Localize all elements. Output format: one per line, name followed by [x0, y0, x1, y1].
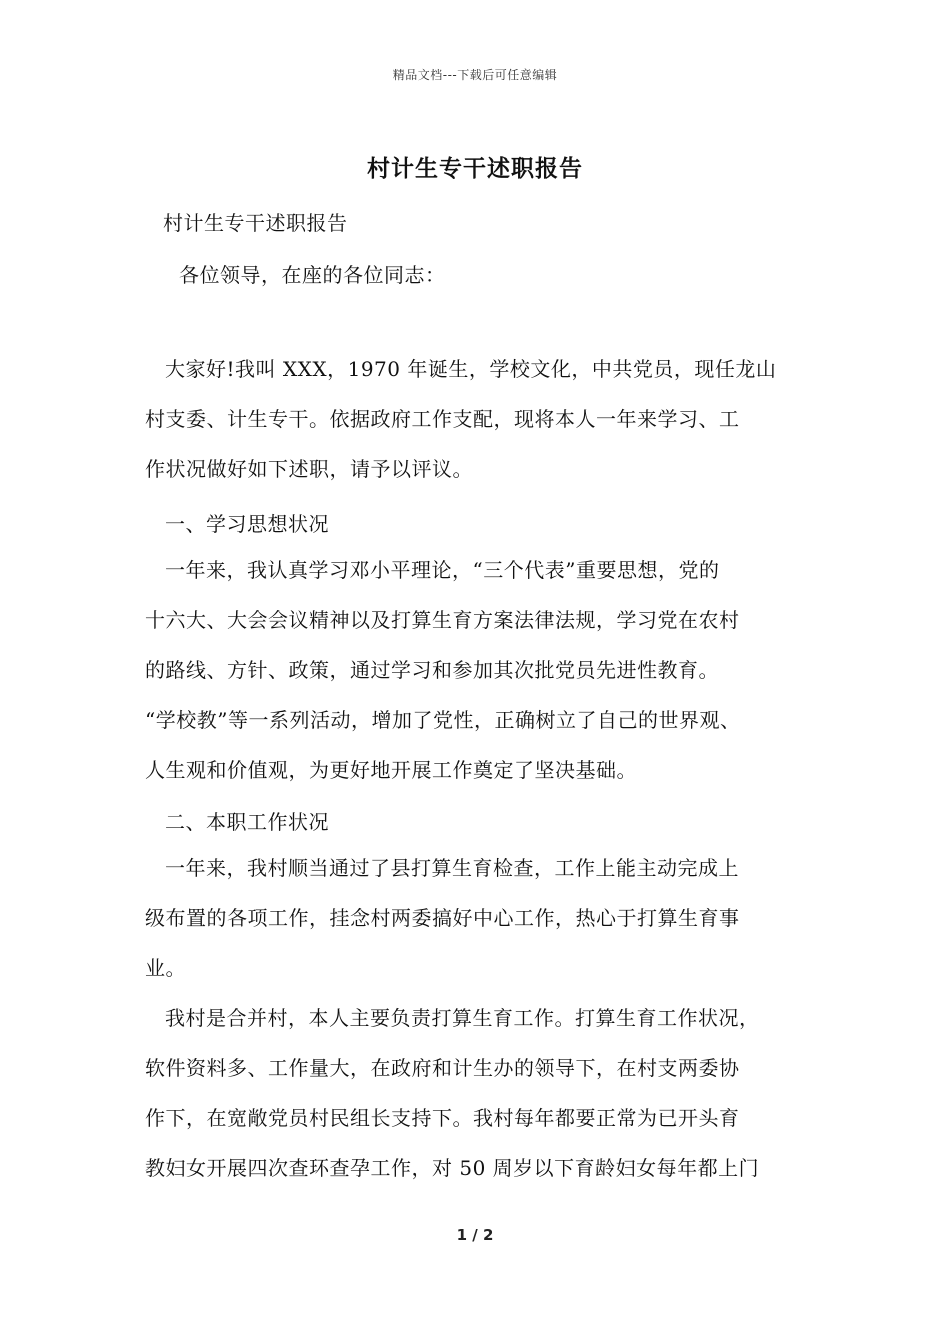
paragraph-line: “学校教”等一系列活动，增加了党性，正确树立了自己的世界观、 [145, 708, 741, 732]
paragraph-line: 我村是合并村，本人主要负责打算生育工作。打算生育工作状况， [165, 1006, 760, 1030]
paragraph-line: 作状况做好如下述职，请予以评议。 [145, 457, 473, 481]
paragraph-line: 一年来，我认真学习邓小平理论，“三个代表”重要思想，党的 [165, 558, 720, 582]
paragraph-line: 教妇女开展四次查环查孕工作，对 50 周岁以下育龄妇女每年都上门 [145, 1156, 760, 1180]
family-planning-paragraph [145, 993, 823, 1193]
section-heading-work: 二、本职工作状况 [165, 810, 329, 834]
paragraph-line: 十六大、大会会议精神以及打算生育方案法律法规，学习党在农村 [145, 608, 740, 632]
paragraph-line: 作下，在宽敞党员村民组长支持下。我村每年都要正常为已开头育 [145, 1106, 740, 1130]
page-header: 精品文档---下载后可任意编辑 [392, 68, 558, 82]
paragraph-line: 业。 [145, 956, 186, 980]
paragraph-line: 级布置的各项工作，挂念村两委搞好中心工作，热心于打算生育事 [145, 906, 740, 930]
paragraph-line: 大家好!我叫 XXX，1970 年诞生，学校文化，中共党员，现任龙山 [165, 357, 777, 381]
document-subtitle: 村计生专干述职报告 [163, 211, 348, 235]
paragraph-line: 一年来，我村顺当通过了县打算生育检查，工作上能主动完成上 [165, 856, 739, 880]
paragraph-line: 的路线、方针、政策，通过学习和参加其次批党员先进性教育。 [145, 658, 719, 682]
work-paragraph [145, 843, 823, 993]
page-number: 1 / 2 [456, 1226, 494, 1244]
greeting-line: 各位领导，在座的各位同志： [179, 263, 446, 287]
study-paragraph [145, 545, 823, 795]
intro-paragraph [145, 344, 823, 494]
paragraph-line: 软件资料多、工作量大，在政府和计生办的领导下，在村支两委协 [145, 1056, 740, 1080]
section-heading-study: 一、学习思想状况 [165, 512, 329, 536]
paragraph-line: 村支委、计生专干。依据政府工作支配，现将本人一年来学习、工 [145, 407, 740, 431]
paragraph-line: 人生观和价值观，为更好地开展工作奠定了坚决基础。 [145, 758, 637, 782]
document-title: 村计生专干述职报告 [367, 155, 583, 182]
